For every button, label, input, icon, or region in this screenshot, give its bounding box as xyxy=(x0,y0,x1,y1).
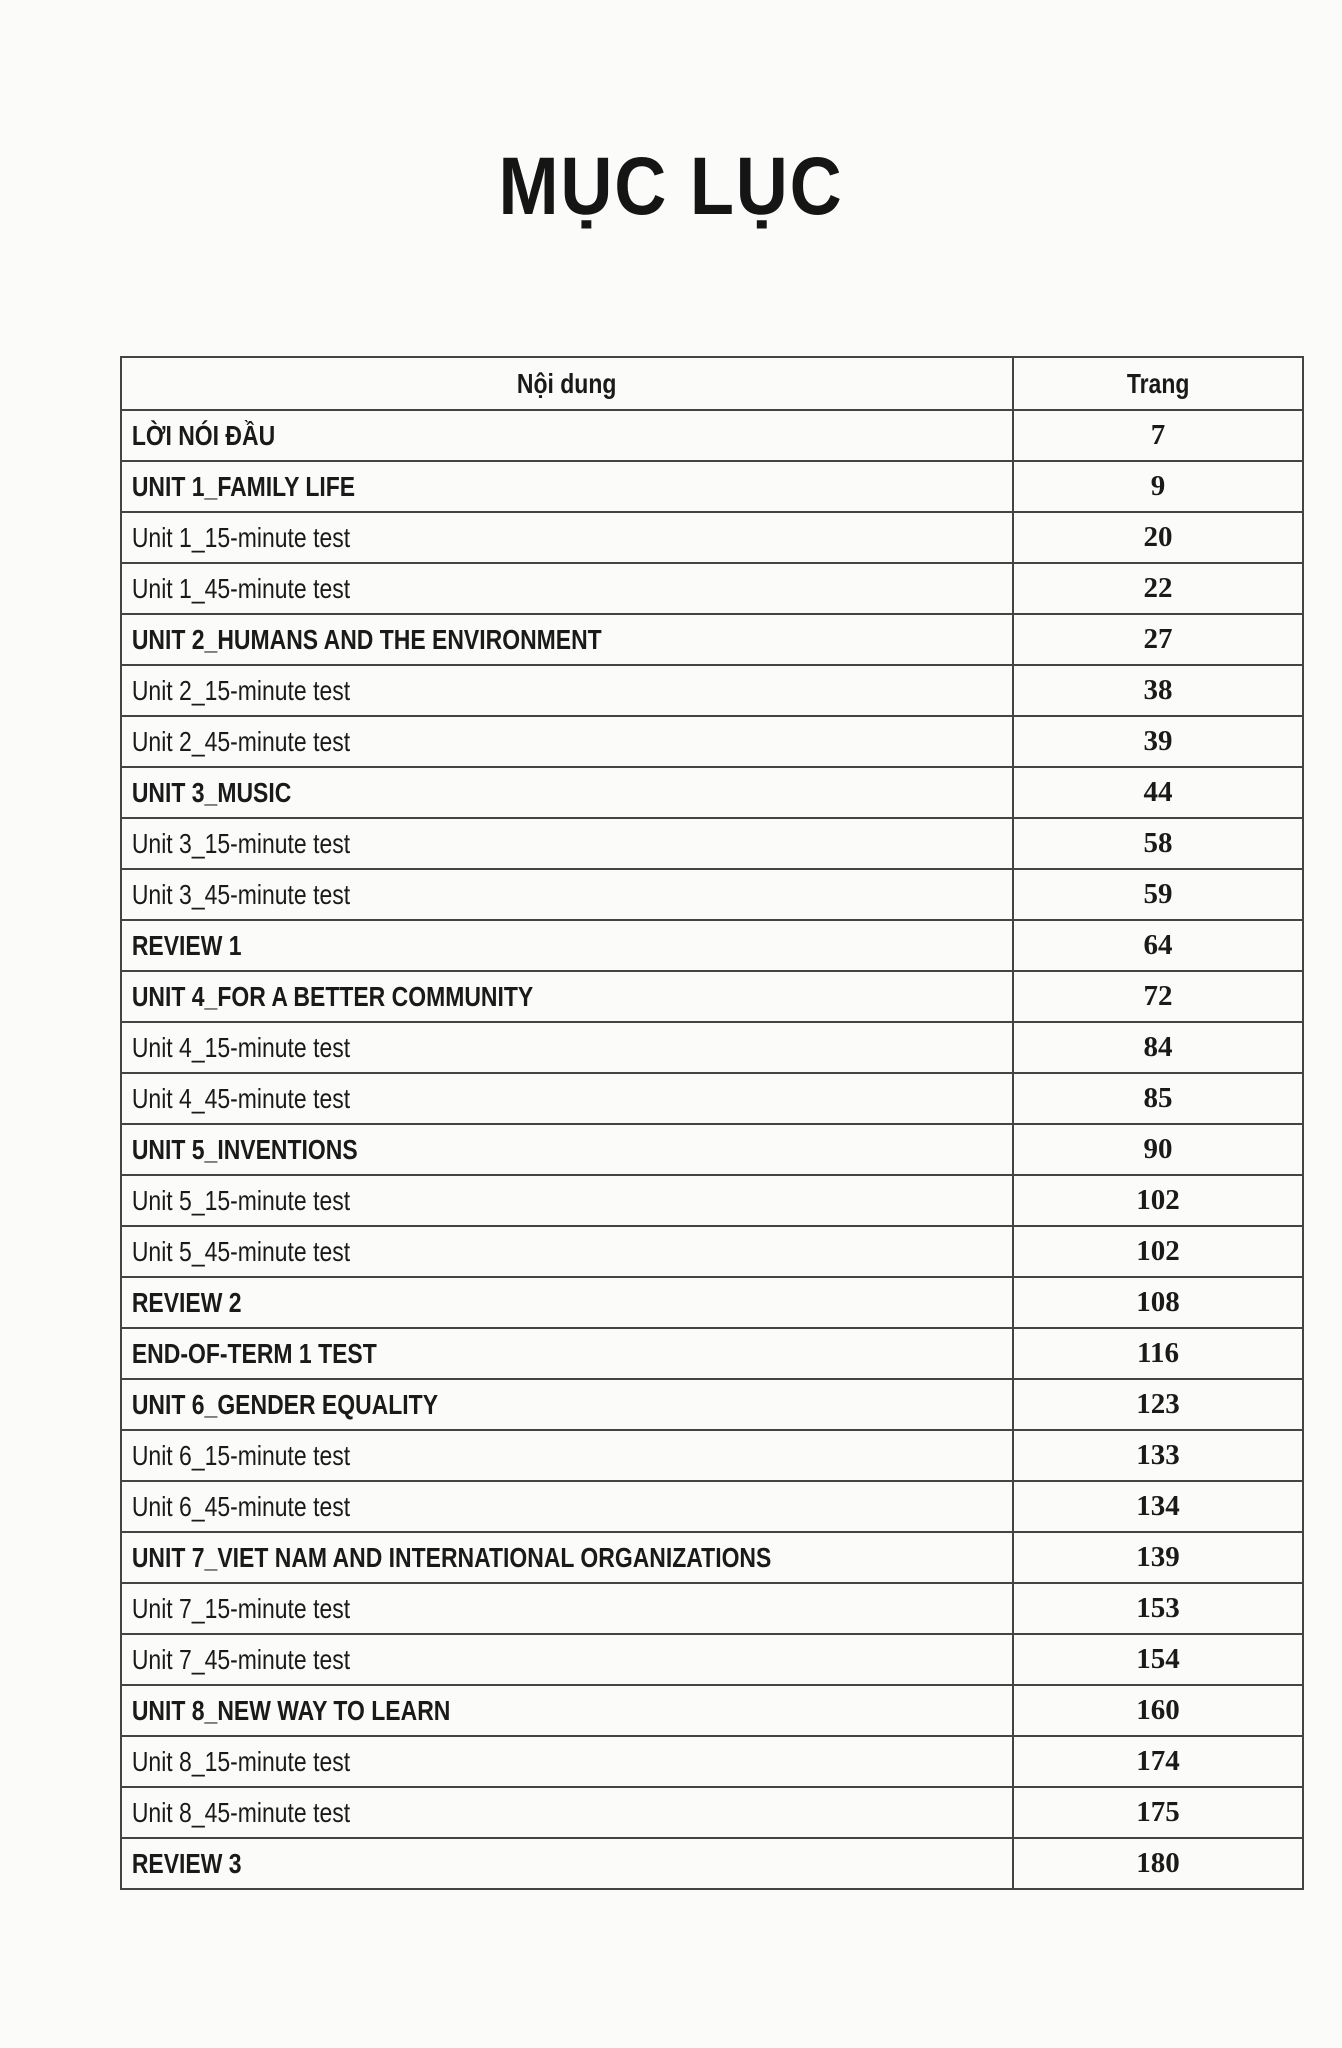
entry-cell xyxy=(121,1787,1013,1838)
entry-cell xyxy=(121,1481,1013,1532)
entry-cell xyxy=(121,1226,1013,1277)
table-row xyxy=(121,971,1303,1022)
entry-cell xyxy=(121,1175,1013,1226)
entry-label: Unit 4_15-minute test xyxy=(131,1031,351,1063)
entry-label: Unit 2_45-minute test xyxy=(131,725,351,757)
page-number: 102 xyxy=(1013,1175,1303,1226)
page-number: 64 xyxy=(1013,920,1303,971)
page-number: 174 xyxy=(1013,1736,1303,1787)
entry-cell xyxy=(121,1838,1013,1889)
entry-cell xyxy=(121,869,1013,920)
table-row xyxy=(121,1073,1303,1124)
header-page xyxy=(1013,357,1303,410)
entry-cell xyxy=(121,461,1013,512)
entry-cell xyxy=(121,665,1013,716)
table-row xyxy=(121,1175,1303,1226)
entry-cell xyxy=(121,512,1013,563)
page-number: 160 xyxy=(1013,1685,1303,1736)
page-number: 102 xyxy=(1013,1226,1303,1277)
header-content-label: Nội dung xyxy=(517,367,617,399)
entry-label: Unit 3_45-minute test xyxy=(131,878,351,910)
entry-label: Unit 8_15-minute test xyxy=(131,1745,351,1777)
table-of-contents xyxy=(120,356,1304,1890)
header-content xyxy=(121,357,1013,410)
table-row xyxy=(121,410,1303,461)
entry-label: Unit 6_45-minute test xyxy=(131,1490,351,1522)
page-number: 9 xyxy=(1013,461,1303,512)
entry-label: Unit 5_45-minute test xyxy=(131,1235,351,1267)
table-row xyxy=(121,461,1303,512)
entry-cell xyxy=(121,1022,1013,1073)
table-row xyxy=(121,920,1303,971)
entry-label: UNIT 6_GENDER EQUALITY xyxy=(131,1388,439,1420)
entry-cell xyxy=(121,1634,1013,1685)
entry-cell xyxy=(121,767,1013,818)
entry-label: Unit 1_45-minute test xyxy=(131,572,351,604)
entry-label: REVIEW 3 xyxy=(131,1847,242,1879)
page-number: 72 xyxy=(1013,971,1303,1022)
entry-label: UNIT 8_NEW WAY TO LEARN xyxy=(131,1694,451,1726)
page-number: 116 xyxy=(1013,1328,1303,1379)
entry-cell xyxy=(121,1736,1013,1787)
entry-label: REVIEW 1 xyxy=(131,929,242,961)
entry-label: END-OF-TERM 1 TEST xyxy=(131,1337,377,1369)
page-number: 7 xyxy=(1013,410,1303,461)
table-row xyxy=(121,1328,1303,1379)
table-row xyxy=(121,1124,1303,1175)
table-row xyxy=(121,1481,1303,1532)
table-row xyxy=(121,1736,1303,1787)
page-number: 58 xyxy=(1013,818,1303,869)
table-row xyxy=(121,665,1303,716)
table-row xyxy=(121,1685,1303,1736)
page-number: 133 xyxy=(1013,1430,1303,1481)
entry-label: UNIT 1_FAMILY LIFE xyxy=(131,470,356,502)
page-number: 20 xyxy=(1013,512,1303,563)
page-number: 38 xyxy=(1013,665,1303,716)
entry-cell xyxy=(121,818,1013,869)
page-number: 108 xyxy=(1013,1277,1303,1328)
entry-label: Unit 7_15-minute test xyxy=(131,1592,351,1624)
entry-label: UNIT 3_MUSIC xyxy=(131,776,292,808)
page-number: 180 xyxy=(1013,1838,1303,1889)
page-title: MỤC LỤC xyxy=(498,141,844,232)
entry-label: LỜI NÓI ĐẦU xyxy=(131,419,276,451)
entry-label: Unit 5_15-minute test xyxy=(131,1184,351,1216)
entry-cell xyxy=(121,971,1013,1022)
table-row xyxy=(121,869,1303,920)
entry-cell xyxy=(121,1430,1013,1481)
table-row xyxy=(121,1583,1303,1634)
entry-cell xyxy=(121,1379,1013,1430)
table-row xyxy=(121,512,1303,563)
entry-cell xyxy=(121,1124,1013,1175)
page-number: 27 xyxy=(1013,614,1303,665)
entry-label: Unit 3_15-minute test xyxy=(131,827,351,859)
table-row xyxy=(121,716,1303,767)
table-row xyxy=(121,767,1303,818)
page-number: 85 xyxy=(1013,1073,1303,1124)
table-row xyxy=(121,1277,1303,1328)
table-row xyxy=(121,614,1303,665)
table-row xyxy=(121,1634,1303,1685)
page-number: 123 xyxy=(1013,1379,1303,1430)
entry-label: Unit 1_15-minute test xyxy=(131,521,351,553)
table-row xyxy=(121,1379,1303,1430)
page-number: 84 xyxy=(1013,1022,1303,1073)
entry-label: Unit 6_15-minute test xyxy=(131,1439,351,1471)
table-row xyxy=(121,1532,1303,1583)
table-row xyxy=(121,1022,1303,1073)
page-number: 44 xyxy=(1013,767,1303,818)
entry-label: Unit 8_45-minute test xyxy=(131,1796,351,1828)
entry-cell xyxy=(121,614,1013,665)
page-number: 90 xyxy=(1013,1124,1303,1175)
entry-cell xyxy=(121,716,1013,767)
entry-cell xyxy=(121,1532,1013,1583)
entry-label: Unit 7_45-minute test xyxy=(131,1643,351,1675)
entry-cell xyxy=(121,920,1013,971)
entry-label: Unit 4_45-minute test xyxy=(131,1082,351,1114)
table-row xyxy=(121,1787,1303,1838)
entry-label: REVIEW 2 xyxy=(131,1286,242,1318)
entry-label: UNIT 5_INVENTIONS xyxy=(131,1133,358,1165)
table-row xyxy=(121,1226,1303,1277)
table-row xyxy=(121,1430,1303,1481)
entry-cell xyxy=(121,563,1013,614)
entry-cell xyxy=(121,1328,1013,1379)
page-number: 22 xyxy=(1013,563,1303,614)
entry-cell xyxy=(121,1685,1013,1736)
entry-cell xyxy=(121,1277,1013,1328)
page-number: 154 xyxy=(1013,1634,1303,1685)
page-number: 175 xyxy=(1013,1787,1303,1838)
entry-label: UNIT 2_HUMANS AND THE ENVIRONMENT xyxy=(131,623,602,655)
entry-cell xyxy=(121,410,1013,461)
entry-label: UNIT 7_VIET NAM AND INTERNATIONAL ORGANIZATIONS xyxy=(131,1541,772,1573)
page-number: 139 xyxy=(1013,1532,1303,1583)
page-number: 39 xyxy=(1013,716,1303,767)
table-row xyxy=(121,1838,1303,1889)
table-row xyxy=(121,818,1303,869)
page-number: 153 xyxy=(1013,1583,1303,1634)
entry-label: UNIT 4_FOR A BETTER COMMUNITY xyxy=(131,980,534,1012)
page-number: 59 xyxy=(1013,869,1303,920)
entry-cell xyxy=(121,1073,1013,1124)
page-number: 134 xyxy=(1013,1481,1303,1532)
entry-cell xyxy=(121,1583,1013,1634)
table-header-row xyxy=(121,357,1303,410)
header-page-label: Trang xyxy=(1126,367,1190,399)
entry-label: Unit 2_15-minute test xyxy=(131,674,351,706)
table-row xyxy=(121,563,1303,614)
